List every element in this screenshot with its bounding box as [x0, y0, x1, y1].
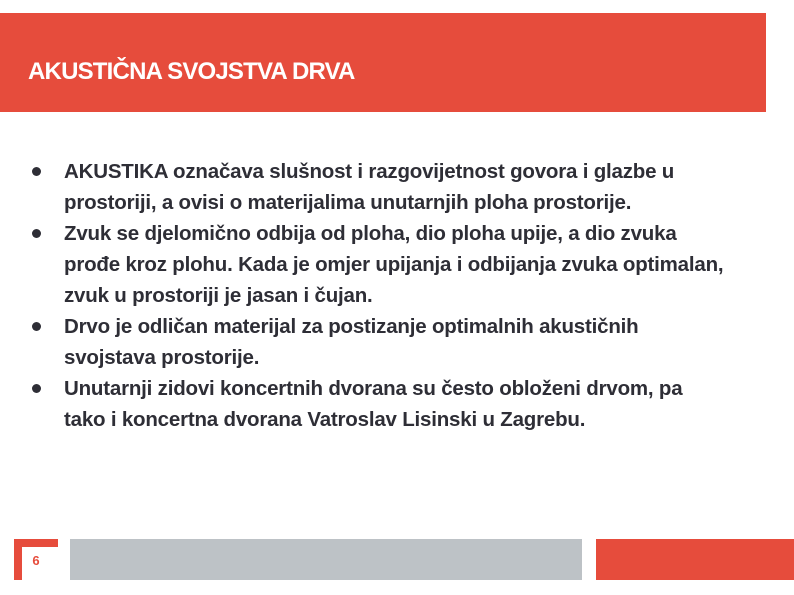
bullet-item [28, 218, 728, 311]
bullet-dot-icon [32, 167, 41, 176]
bullet-list [28, 156, 728, 435]
bullet-dot-icon [32, 384, 41, 393]
bullet-item [28, 156, 728, 218]
slide-title: AKUSTIČNA SVOJSTVA DRVA [28, 58, 355, 85]
page-number: 6 [32, 553, 40, 568]
bullet-text: AKUSTIKA označava slušnost i razgovijetnost govora i glazbe u prostoriji, a ovisi o materijalima unutarnjih ploha prostorije. [64, 160, 675, 214]
bullet-dot-icon [32, 229, 41, 238]
footer-accent-bar [596, 539, 794, 580]
bullet-text: Unutarnji zidovi koncertnih dvorana su često obloženi drvom, pa tako i koncertna dvorana Vatroslav Lisinski u Zagrebu. [64, 377, 683, 431]
bullet-item [28, 373, 728, 435]
bullet-item [28, 311, 728, 373]
page-number-inner [22, 547, 58, 580]
bullet-text: Zvuk se djelomično odbija od ploha, dio ploha upije, a dio zvuka prođe kroz plohu. Kada je omjer upijanja i odbijanja zvuka optimalan, zvuk u prostoriji je jasan i čujan. [64, 222, 724, 307]
bullet-dot-icon [32, 322, 41, 331]
page-number-box [14, 539, 58, 580]
footer-gray-bar [70, 539, 582, 580]
bullet-text: Drvo je odličan materijal za postizanje optimalnih akustičnih svojstava prostorije. [64, 315, 639, 369]
